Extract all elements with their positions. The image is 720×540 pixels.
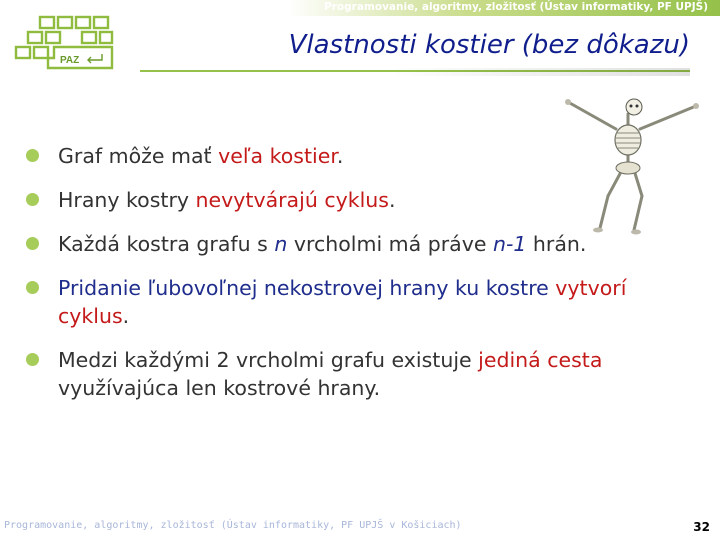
title-area	[140, 28, 690, 72]
bullet-item	[26, 230, 686, 258]
bullet-text-segment: Pridanie ľubovoľnej nekostrovej hrany ku kostre	[58, 276, 556, 300]
course-title: Programovanie, algoritmy, zložitosť (Ústav informatiky, PF UPJŠ)	[324, 1, 708, 13]
slide-title: Vlastnosti kostier (bez dôkazu)	[288, 30, 690, 60]
bullet-text-segment: Hrany kostry	[58, 188, 196, 212]
bullet-text-segment: .	[336, 144, 344, 168]
page-number: 32	[693, 520, 710, 534]
bullet-text-segment: vytvorí cyklus	[58, 276, 627, 328]
bullet-text-segment: nevytvárajú cyklus	[195, 188, 389, 212]
bullet-text-segment: hrán.	[526, 232, 587, 256]
bullet-item	[26, 346, 686, 402]
bullet-text-segment: .	[122, 304, 130, 328]
bullet-text-segment: Graf môže mať	[58, 144, 219, 168]
bullet-text-segment: n-1	[492, 232, 527, 256]
bullet-dot-icon	[26, 237, 39, 250]
bullet-text-segment: Medzi každými 2 vrcholmi grafu existuje	[58, 348, 479, 372]
bullet-text-segment: využívajúca len kostrové hrany.	[58, 376, 381, 400]
bullet-dot-icon	[26, 193, 39, 206]
bullet-item	[26, 142, 686, 170]
bullet-dot-icon	[26, 149, 39, 162]
bullet-item	[26, 186, 686, 214]
bullet-text-segment: jediná cesta	[478, 348, 603, 372]
bullet-text-segment: veľa kostier	[218, 144, 337, 168]
bullet-dot-icon	[26, 281, 39, 294]
svg-text:PAZ: PAZ	[60, 55, 80, 66]
bullet-text-segment: vrcholmi má práve	[287, 232, 493, 256]
bullet-text-segment: n	[274, 232, 288, 256]
bullet-list	[26, 142, 686, 418]
bullet-dot-icon	[26, 353, 39, 366]
bullet-text-segment: .	[388, 188, 396, 212]
footer-text: Programovanie, algoritmy, zložitosť (Ústav informatiky, PF UPJŠ v Košiciach)	[4, 520, 462, 531]
bullet-item	[26, 274, 686, 330]
paz-logo	[14, 14, 114, 70]
title-underline-shadow	[390, 68, 690, 76]
bullet-text-segment: Každá kostra grafu s	[58, 232, 275, 256]
